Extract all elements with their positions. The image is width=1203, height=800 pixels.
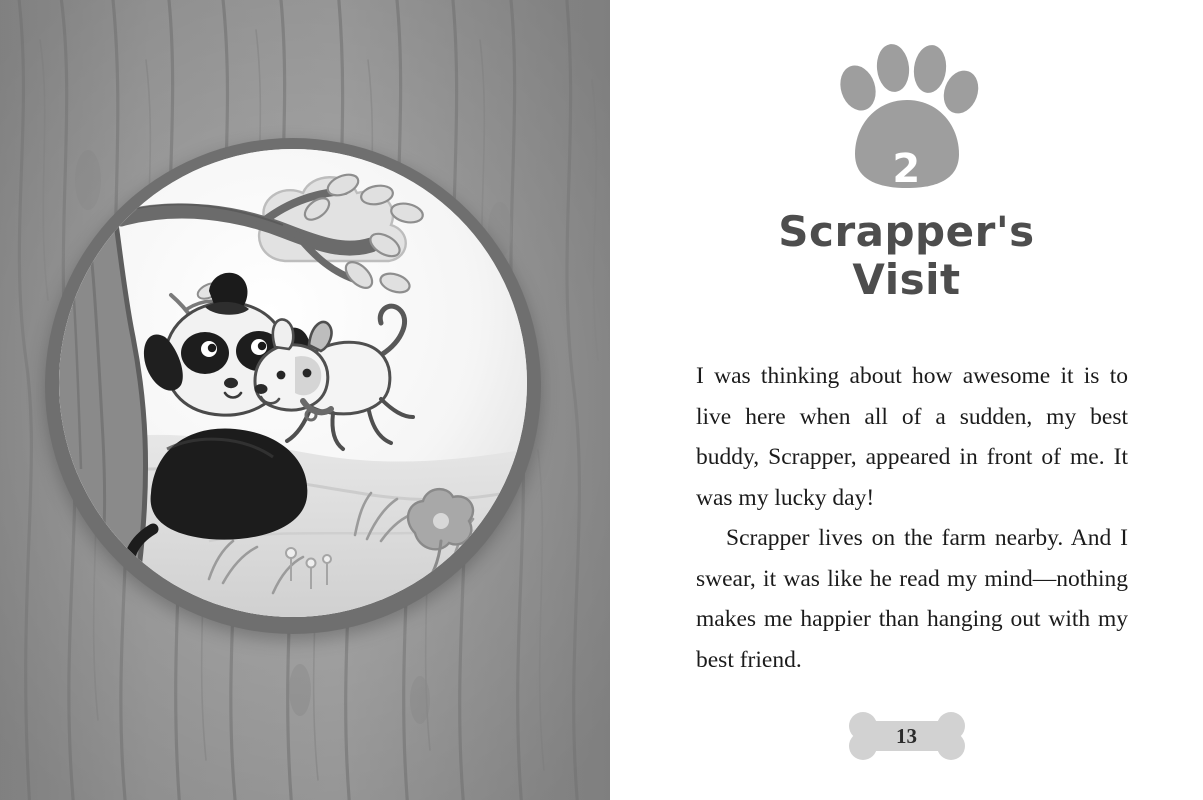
page-number: 13 <box>896 724 917 748</box>
chapter-number: 2 <box>892 146 921 192</box>
paragraph-2: Scrapper lives on the farm nearby. And I swear, it was like he read my mind—nothing makes me happier than hanging out with my best friend. <box>696 525 1128 673</box>
right-text-page <box>610 0 1203 800</box>
chapter-title-line-1: Scrapper's <box>778 207 1035 256</box>
dog-and-puppy-under-tree-illustration <box>59 149 527 617</box>
chapter-title-line-2: Visit <box>852 255 961 304</box>
page-number-container <box>610 710 1203 762</box>
chapter-body-text <box>696 356 1128 680</box>
chapter-title <box>670 208 1143 304</box>
illustration-circle-inner <box>59 149 527 617</box>
illustration-circle-frame <box>45 138 541 634</box>
chapter-badge <box>610 42 1203 192</box>
paragraph-1: I was thinking about how awesome it is to live here when all of a sudden, my best buddy, Scrapper, appeared in front of me. It was my lucky day! <box>696 363 1128 511</box>
